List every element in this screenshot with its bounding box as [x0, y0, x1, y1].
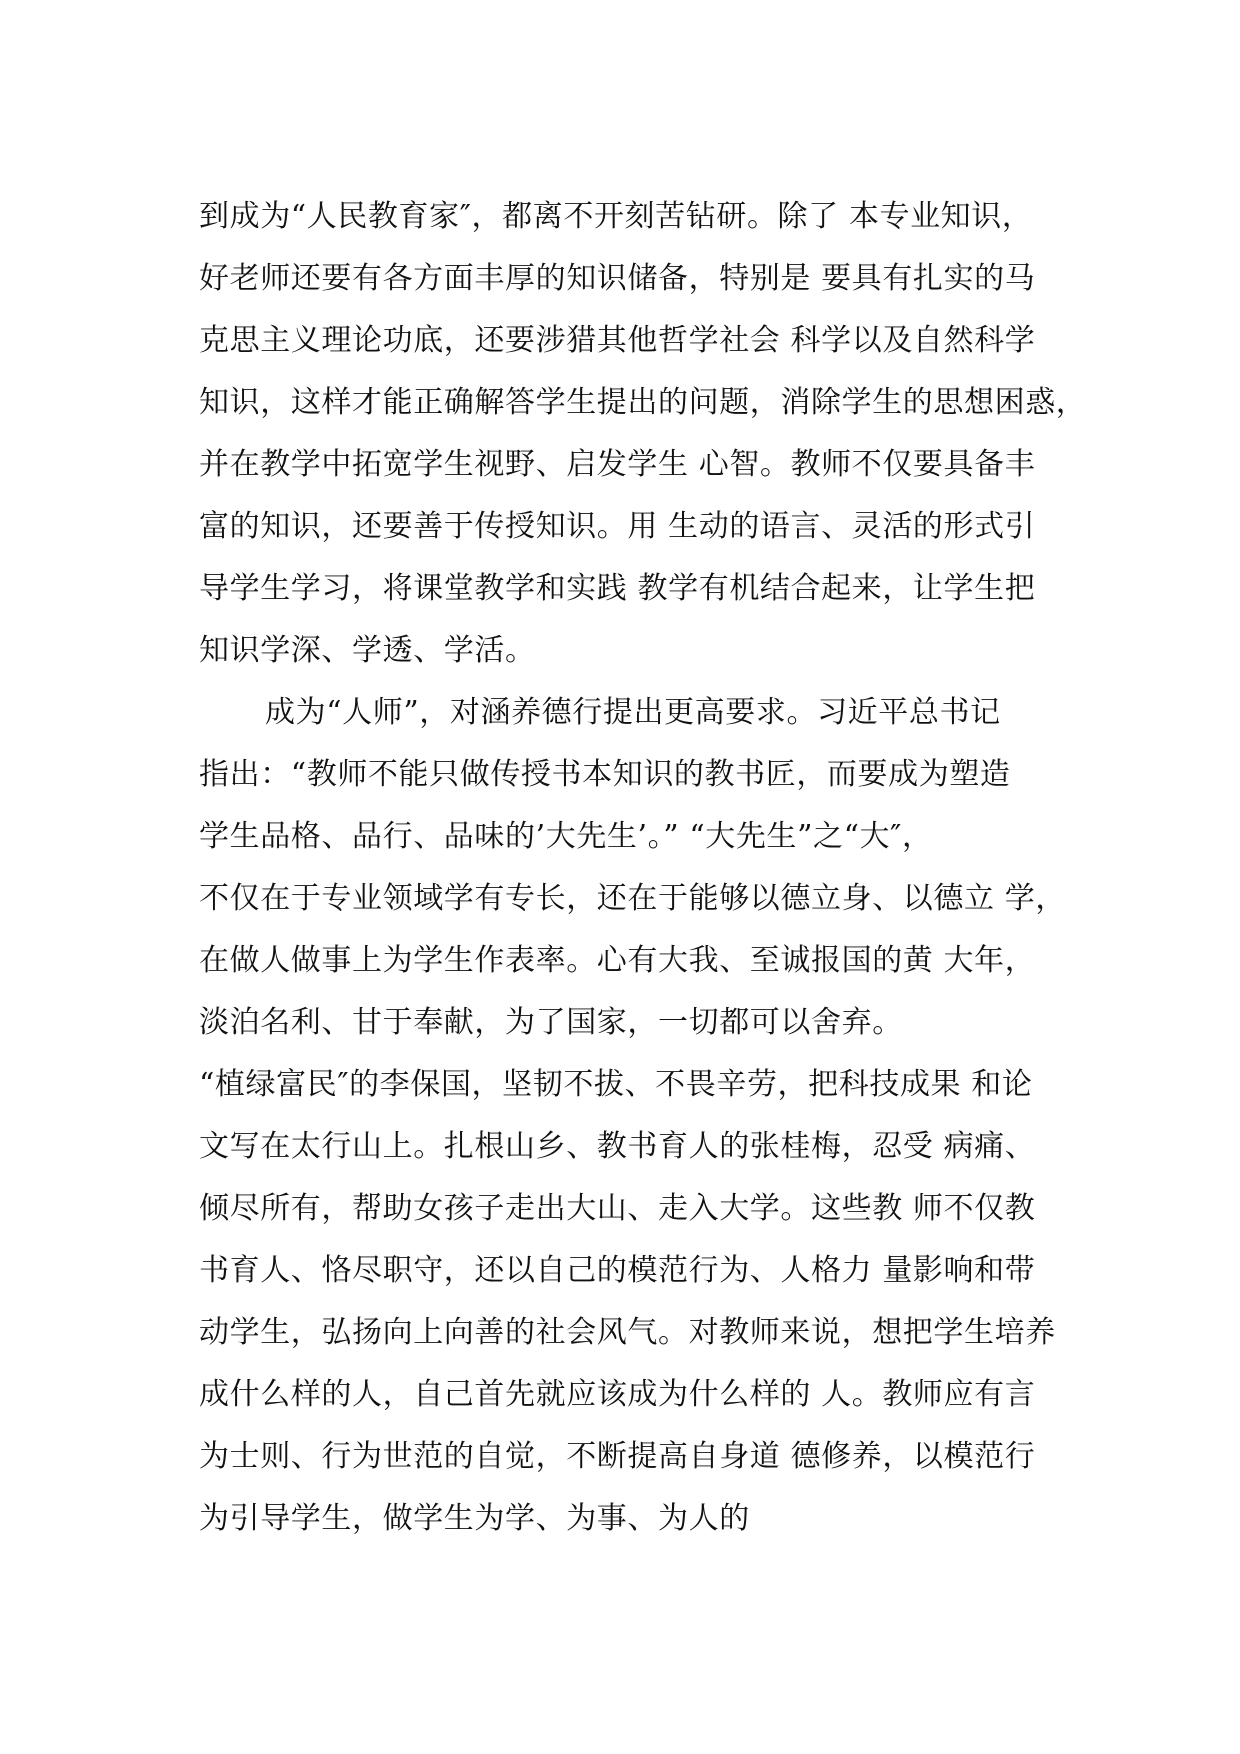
text-line: 好老师还要有各方面丰厚的知识储备，特别是 要具有扎实的马: [199, 261, 1036, 296]
text-line: 到成为“人民教育家″，都离不开刻苦钻研。除了 本专业知识，: [199, 199, 1033, 234]
text-line: 书育人、恪尽职守，还以自己的模范行为、人格力 量影响和带: [199, 1253, 1036, 1288]
text-line: 指出：“教师不能只做传授书本知识的教书匠，而要成为塑造: [199, 757, 1011, 792]
body-text: [199, 186, 1099, 1550]
text-line: 倾尽所有，帮助女孩子走出大山、走入大学。这些教 师不仅教: [199, 1191, 1036, 1226]
text-line: 学生品格、品行、品味的’大先生’。” “大先生”之“大″，: [199, 819, 933, 854]
text-line: 不仅在于专业领域学有专长，还在于能够以德立身、以德立 学，: [199, 881, 1066, 916]
text-line: 克思主义理论功底，还要涉猎其他哲学社会 科学以及自然科学: [199, 323, 1036, 358]
text-line: 为士则、行为世范的自觉，不断提高自身道 德修养，以模范行: [199, 1439, 1036, 1474]
text-line: 文写在太行山上。扎根山乡、教书育人的张桂梅，忍受 病痛、: [199, 1129, 1036, 1164]
text-line: 为引导学生，做学生为学、为事、为人的: [199, 1501, 750, 1536]
text-line: “植绿富民″的李保国，坚韧不拔、不畏辛劳，把科技成果 和论: [199, 1067, 1033, 1102]
text-line: 知识，这样才能正确解答学生提出的问题，消除学生的思想困惑，: [199, 385, 1087, 420]
text-line: 动学生，弘扬向上向善的社会风气。对教师来说，想把学生培养: [199, 1315, 1056, 1350]
paragraph-start-line: 成为“人师”，对涵养德行提出更高要求。习近平总书记: [265, 695, 1001, 730]
text-line: 富的知识，还要善于传授知识。用 生动的语言、灵活的形式引: [199, 509, 1036, 544]
text-line: 成什么样的人，自己首先就应该成为什么样的 人。教师应有言: [199, 1377, 1036, 1412]
text-line: 并在教学中拓宽学生视野、启发学生 心智。教师不仅要具备丰: [199, 447, 1036, 482]
text-line: 在做人做事上为学生作表率。心有大我、至诚报国的黄 大年，: [199, 943, 1036, 978]
text-line: 淡泊名利、甘于奉献，为了国家，一切都可以舍弃。: [199, 1005, 903, 1040]
text-line: 导学生学习，将课堂教学和实践 教学有机结合起来，让学生把: [199, 571, 1036, 606]
text-line: 知识学深、学透、学活。: [199, 633, 536, 668]
